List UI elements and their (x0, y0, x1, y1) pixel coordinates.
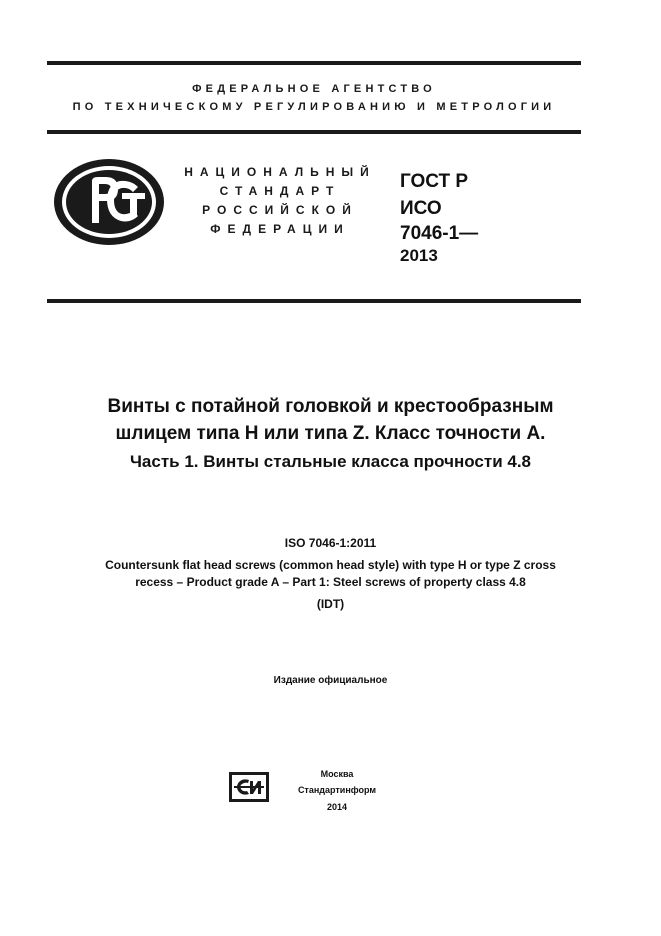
standard-type-line-2: СТАНДАРТ (219, 184, 341, 198)
edition-label: Издание официальное (273, 675, 388, 686)
rule-below-agency (47, 130, 581, 134)
agency-line-1: ФЕДЕРАЛЬНОЕ АГЕНТСТВО (192, 83, 436, 95)
designation-line-2: ИСО (400, 198, 442, 219)
title-line-2: шлицем типа H или типа Z. Класс точности A. (115, 423, 546, 444)
rule-below-standard (47, 299, 581, 303)
designation-line-3: 7046-1— (400, 223, 479, 244)
standartinform-logo-icon (229, 772, 269, 802)
standard-type-line-4: ФЕДЕРАЦИИ (210, 222, 350, 236)
designation-line-4: 2013 (400, 246, 438, 265)
publisher-name: Стандартинформ (297, 785, 377, 795)
publisher-year: 2014 (326, 802, 348, 812)
standard-type-line-1: НАЦИОНАЛЬНЫЙ (184, 165, 376, 179)
idt-label: (IDT) (316, 597, 345, 611)
standard-type-line-3: РОССИЙСКОЙ (202, 203, 358, 217)
publisher-city: Москва (320, 769, 354, 779)
title-line-1: Винты с потайной головкой и крестообразным (107, 396, 554, 417)
title-line-3: Часть 1. Винты стальные класса прочности 4.8 (129, 452, 532, 471)
gost-r-logo-icon (52, 157, 166, 247)
agency-line-2: ПО ТЕХНИЧЕСКОМУ РЕГУЛИРОВАНИЮ И МЕТРОЛОГИИ (72, 101, 556, 113)
english-title-line-2: recess – Product grade A – Part 1: Steel screws of property class 4.8 (135, 575, 526, 589)
english-title-line-1: Countersunk flat head screws (common head style) with type H or type Z cross (105, 558, 556, 572)
iso-number: ISO 7046-1:2011 (284, 536, 377, 550)
designation-line-1: ГОСТ Р (400, 171, 469, 192)
top-rule (47, 61, 581, 65)
